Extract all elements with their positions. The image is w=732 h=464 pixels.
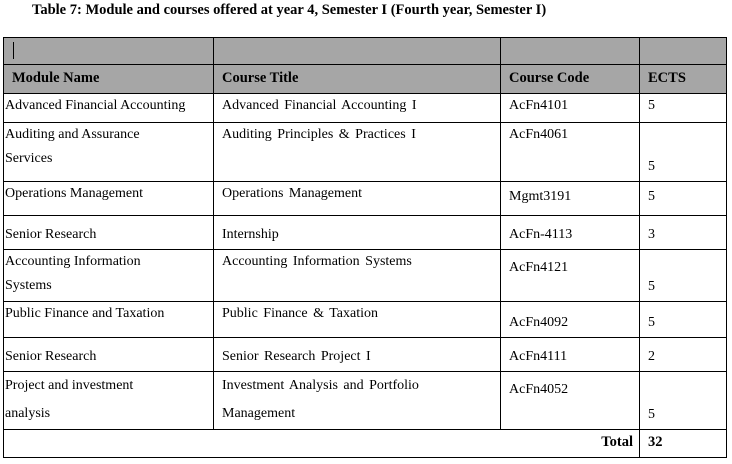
total-value: 32 [640, 430, 727, 458]
code-cell [501, 302, 640, 338]
header-module-name: Module Name [4, 65, 214, 94]
header-course-code: Course Code [501, 65, 640, 94]
ects-cell: 5 [640, 94, 727, 123]
course-title: Senior Research Project I [222, 349, 371, 364]
course-title: Accounting Information Systems [222, 254, 412, 269]
course-cell [214, 250, 501, 302]
table-row [4, 372, 727, 430]
ects-cell [640, 302, 727, 338]
module-line: Services [5, 151, 53, 166]
table-row [4, 302, 727, 338]
module-line: Auditing and Assurance [5, 127, 140, 142]
ects-value: 3 [648, 227, 655, 242]
blank-cell[interactable] [4, 38, 214, 65]
module-cell: Advanced Financial Accounting [4, 94, 214, 123]
code-value: AcFn4052 [509, 382, 569, 397]
table-row [4, 338, 727, 372]
ects-value: 5 [648, 279, 655, 294]
ects-cell [640, 182, 727, 216]
module-cell: Operations Management [4, 182, 214, 216]
course-title: Advanced Financial Accounting I [222, 98, 417, 113]
course-cell [214, 302, 501, 338]
ects-cell [640, 250, 727, 302]
code-value: AcFn4121 [509, 260, 569, 275]
ects-value: 5 [648, 189, 655, 204]
ects-cell [640, 123, 727, 182]
module-cell [4, 216, 214, 250]
code-cell [501, 216, 640, 250]
table-caption: Table 7: Module and courses offered at year 4, Semester I (Fourth year, Semester I) [32, 2, 547, 18]
table-row [4, 94, 727, 123]
courses-table [3, 37, 727, 458]
ects-cell [640, 338, 727, 372]
course-title: Auditing Principles & Practices I [222, 127, 416, 142]
total-label: Total [4, 430, 640, 458]
module-cell: Public Finance and Taxation [4, 302, 214, 338]
blank-cell [501, 38, 640, 65]
header-ects: ECTS [640, 65, 727, 94]
blank-cell [214, 38, 501, 65]
ects-value: 2 [648, 349, 655, 364]
table-row [4, 123, 727, 182]
course-title: Operations Management [222, 186, 363, 201]
module-cell [4, 338, 214, 372]
blank-cell [640, 38, 727, 65]
ects-value: 5 [648, 159, 655, 174]
course-title: Public Finance & Taxation [222, 306, 379, 321]
code-value: AcFn4092 [509, 315, 569, 330]
table-row [4, 250, 727, 302]
course-cell [214, 338, 501, 372]
course-title-line: Management [222, 406, 296, 421]
table-row [4, 216, 727, 250]
ects-cell [640, 216, 727, 250]
blank-header-row [4, 38, 727, 65]
module-line: analysis [5, 406, 51, 421]
code-value: Mgmt3191 [509, 189, 572, 204]
text-cursor [13, 42, 14, 59]
module-line: Project and investment [5, 378, 134, 393]
header-row [4, 65, 727, 94]
code-cell: AcFn4101 [501, 94, 640, 123]
module-cell [4, 250, 214, 302]
course-cell [214, 94, 501, 123]
code-cell [501, 372, 640, 430]
code-value: AcFn-4113 [509, 227, 573, 242]
ects-value: 5 [648, 407, 655, 422]
table-row [4, 182, 727, 216]
module-cell [4, 123, 214, 182]
course-cell [214, 123, 501, 182]
code-cell [501, 182, 640, 216]
module-text: Senior Research [5, 349, 97, 364]
course-cell [214, 182, 501, 216]
module-line: Systems [5, 278, 52, 293]
total-row [4, 430, 727, 458]
module-line: Accounting Information [5, 254, 141, 269]
course-title-line: Investment Analysis and Portfolio [222, 378, 419, 393]
code-value: AcFn4111 [509, 349, 568, 364]
header-course-title: Course Title [214, 65, 501, 94]
code-cell [501, 250, 640, 302]
course-cell [214, 372, 501, 430]
module-text: Senior Research [5, 227, 97, 242]
code-cell: AcFn4061 [501, 123, 640, 182]
course-title: Internship [222, 227, 279, 242]
module-cell [4, 372, 214, 430]
code-cell [501, 338, 640, 372]
ects-value: 5 [648, 315, 655, 330]
course-cell [214, 216, 501, 250]
ects-cell [640, 372, 727, 430]
